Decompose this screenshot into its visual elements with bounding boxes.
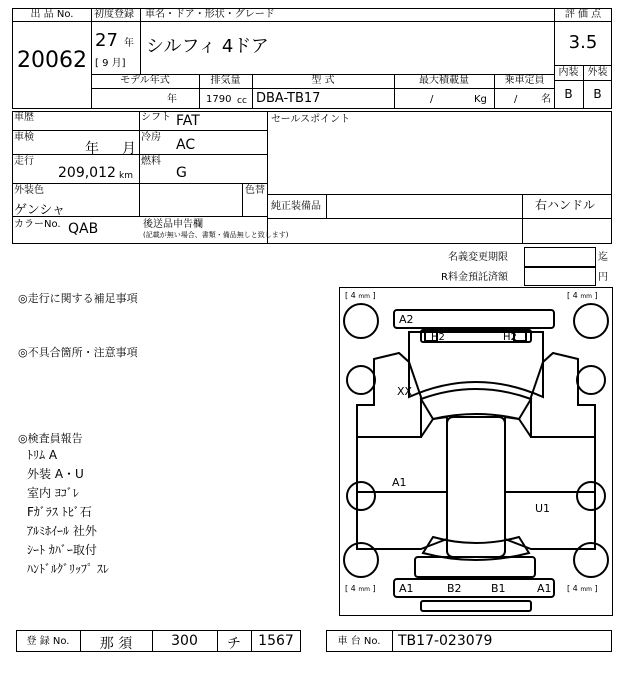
max-load-label: 最大積載量 <box>419 75 469 86</box>
history-label: 車歴 <box>14 112 34 123</box>
equipment-divider-2 <box>522 194 523 244</box>
exterior-label: 外装 <box>587 67 608 78</box>
color-no-label: カラーNo. <box>14 219 61 230</box>
color-change-label: 色替 <box>245 185 265 196</box>
reg-class: 300 <box>171 633 198 649</box>
mileage-value: 209,012 <box>58 165 116 181</box>
report-line: 室内 ﾖｺﾞﾚ <box>27 486 79 500</box>
driving-notes-heading: ◎走行に関する補足事項 <box>18 292 138 305</box>
reg-kana: チ <box>227 636 241 652</box>
mark-a1-side: A1 <box>392 476 407 489</box>
genuine-equipment-label: 純正装備品 <box>271 201 321 212</box>
max-load-slash: / <box>430 94 434 105</box>
right-doors <box>505 417 595 549</box>
inspection-month-unit: 月 <box>122 141 136 157</box>
tire-label-br: [ 4 mm ] <box>567 584 598 593</box>
mark-u1: U1 <box>535 502 551 515</box>
mark-a1-rear-left: A1 <box>399 582 414 595</box>
ac-label: 冷房 <box>141 132 161 143</box>
exterior-color: ゲンシャ <box>14 203 66 218</box>
model-year-unit: 年 <box>167 94 177 105</box>
report-line: ｼｰﾄ ｶﾊﾞｰ取付 <box>27 543 97 557</box>
shift-label: シフト <box>141 112 171 123</box>
displacement-unit: cc <box>237 96 247 106</box>
mark-xx: XX <box>397 385 413 398</box>
info-row-1 <box>12 130 268 131</box>
mileage-label: 走行 <box>14 156 34 167</box>
displacement-label: 排気量 <box>210 75 241 86</box>
reg-year: 27 <box>95 30 118 51</box>
rear-valance <box>421 601 531 611</box>
report-line: 外装 A・U <box>27 467 84 481</box>
tire-tl <box>344 304 378 338</box>
reg-no-label: 登 録 No. <box>26 636 70 647</box>
name-change-label: 名義変更期限 <box>448 252 508 263</box>
defects-heading: ◎不具合箇所・注意事項 <box>18 346 138 359</box>
report-line: Fｶﾞﾗｽ ﾄﾋﾞ石 <box>27 505 92 519</box>
windshield <box>421 389 531 419</box>
capacity-unit: 名 <box>541 94 551 105</box>
side-wheel-fr <box>577 366 605 394</box>
reg-area: 那 須 <box>99 636 133 652</box>
name-change-field <box>524 247 596 267</box>
displacement-value: 1790 <box>206 94 232 105</box>
lot-no: 20062 <box>17 48 87 73</box>
score: 3.5 <box>568 32 598 53</box>
chassis-label: 車 台 No. <box>337 636 381 647</box>
score-grade-mid <box>554 80 612 81</box>
side-wheel-rr <box>577 482 605 510</box>
color-change-divider <box>242 183 243 216</box>
first-reg-label: 初度登録 <box>94 9 134 20</box>
mark-h2-right: H2 <box>503 332 517 343</box>
report-line: ﾄﾘﾑ A <box>27 448 58 462</box>
fuel-value: G <box>176 165 187 181</box>
name-change-suffix: 迄 <box>598 252 608 263</box>
recycle-label: R料金預託済額 <box>441 272 508 283</box>
docs-note: (記載が無い場合、書類・備品無しと致します) <box>143 231 289 239</box>
tire-tr <box>574 304 608 338</box>
info-row-3 <box>12 183 268 184</box>
report-line: ｱﾙﾐﾎｲｰﾙ 社外 <box>27 524 97 538</box>
recycle-field <box>524 267 596 286</box>
report-line: ﾊﾝﾄﾞﾙｸﾞﾘｯﾌﾟ ｽﾚ <box>27 562 109 576</box>
fuel-label: 燃料 <box>141 156 161 167</box>
docs-label: 後送品申告欄 <box>143 219 203 230</box>
side-wheel-rl <box>347 482 375 510</box>
model-year-label: モデル年式 <box>120 75 170 86</box>
info-col-divider <box>139 111 140 217</box>
inspector-report-heading: ◎検査員報告 <box>18 432 83 445</box>
capacity-label: 乗車定員 <box>504 75 545 86</box>
front-bumper <box>394 310 554 328</box>
sales-points-label: セールスポイント <box>271 114 351 125</box>
lot-no-label: 出 品 No. <box>30 9 74 20</box>
tire-label-tl: [ 4 mm ] <box>345 291 376 300</box>
reg-month: [ 9 月] <box>95 58 126 69</box>
mark-a1-rear-right: A1 <box>537 582 552 595</box>
exterior-grade: B <box>593 87 602 101</box>
tire-label-bl: [ 4 mm ] <box>345 584 376 593</box>
equipment-mid <box>267 218 612 219</box>
tire-label-tr: [ 4 mm ] <box>567 291 598 300</box>
recycle-suffix: 円 <box>598 272 608 283</box>
mileage-unit: km <box>119 171 133 181</box>
chassis-no: TB17-023079 <box>398 633 493 649</box>
interior-grade: B <box>564 87 573 101</box>
color-no: QAB <box>68 221 99 237</box>
rear-bumper <box>394 579 554 597</box>
mark-a2: A2 <box>399 313 414 326</box>
side-wheel-fl <box>347 366 375 394</box>
interior-label: 内装 <box>558 67 579 78</box>
inspection-label: 車検 <box>14 132 34 143</box>
right-hand-drive: 右ハンドル <box>535 198 596 212</box>
max-load-unit: Kg <box>474 94 487 105</box>
year-unit: 年 <box>124 38 134 49</box>
equipment-divider-1 <box>326 194 327 218</box>
mark-b2: B2 <box>447 582 462 595</box>
type-label: 型 式 <box>311 75 335 86</box>
model-code: DBA-TB17 <box>256 91 321 106</box>
car-name-label: 車名・ドア・形状・グレード <box>145 9 275 20</box>
mark-b1: B1 <box>491 582 506 595</box>
inspection-year-unit: 年 <box>85 141 99 157</box>
ac-value: AC <box>176 137 196 153</box>
car-name: シルフィ 4ドア <box>146 36 269 57</box>
exterior-color-label: 外装色 <box>14 185 44 196</box>
roof <box>447 417 505 557</box>
mark-h2-left: H2 <box>431 332 445 343</box>
spec-row-mid <box>91 88 555 89</box>
chassis-divider <box>392 630 393 652</box>
inspector-report-list <box>27 446 109 579</box>
car-diagram <box>339 287 613 616</box>
reg-number: 1567 <box>258 633 294 649</box>
capacity-slash: / <box>514 94 518 105</box>
shift-value: FAT <box>176 113 200 129</box>
score-label: 評 価 点 <box>564 9 602 20</box>
info-row-2 <box>12 154 268 155</box>
